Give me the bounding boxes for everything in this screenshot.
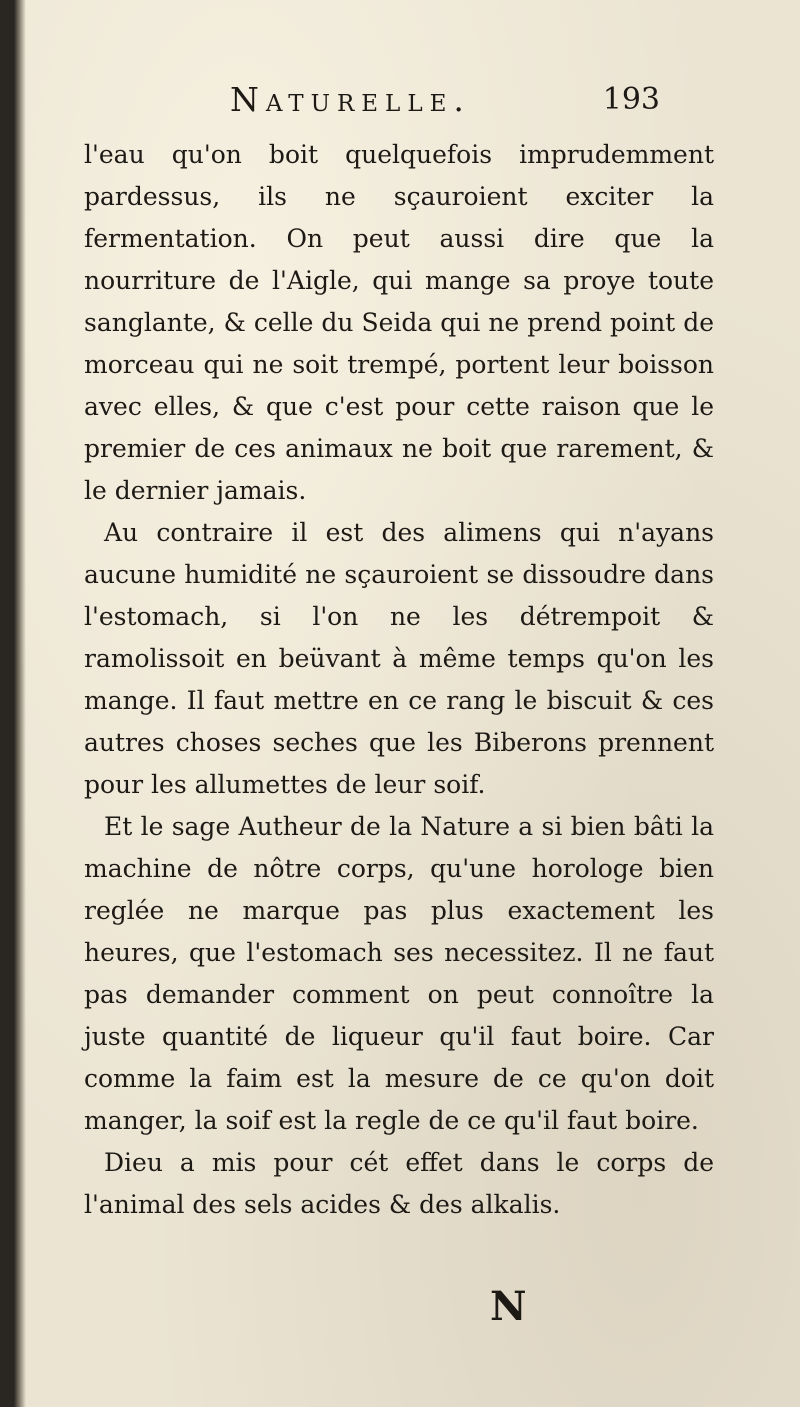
body-text xyxy=(84,134,714,1226)
paragraph-1: l'eau qu'on boit quelquefois imprudemment pardessus, ils ne sçauroient exciter la fermentation. On peut aussi dire que la nourriture de l'Aigle, qui mange sa proye toute sanglante, & celle du Seida qui ne prend point de morceau qui ne soit trempé, portent leur boisson avec elles, & que c'est pour cette raison que le premier de ces animaux ne boit que rarement, & le dernier jamais. xyxy=(84,140,714,505)
paragraph-2: Au contraire il est des alimens qui n'ayans aucune humidité ne sçauroient se dissoudre dans l'estomach, si l'on ne les détrempoit & ramolissoit en beüvant à même temps qu'on les mange. Il faut mettre en ce rang le biscuit & ces autres choses seches que les Biberons prennent pour les allumettes de leur soif. xyxy=(84,518,714,799)
page-gutter-edge xyxy=(0,0,26,1407)
page-number: 193 xyxy=(602,82,660,117)
paragraph-3: Et le sage Autheur de la Nature a si bien bâti la machine de nôtre corps, qu'une horologe bien reglée ne marque pas plus exactement les heures, que l'estomach ses necessitez. Il ne faut pas demander comment on peut connoître la juste quantité de liqueur qu'il faut boire. Car comme la faim est la mesure de ce qu'on doit manger, la soif est la regle de ce qu'il faut boire. xyxy=(84,812,714,1135)
signature-mark: N xyxy=(490,1283,529,1330)
paragraph-4: Dieu a mis pour cét effet dans le corps de l'animal des sels acides & des alkalis. xyxy=(84,1148,714,1219)
page-header xyxy=(230,80,660,130)
running-head: Naturelle. xyxy=(230,80,471,119)
